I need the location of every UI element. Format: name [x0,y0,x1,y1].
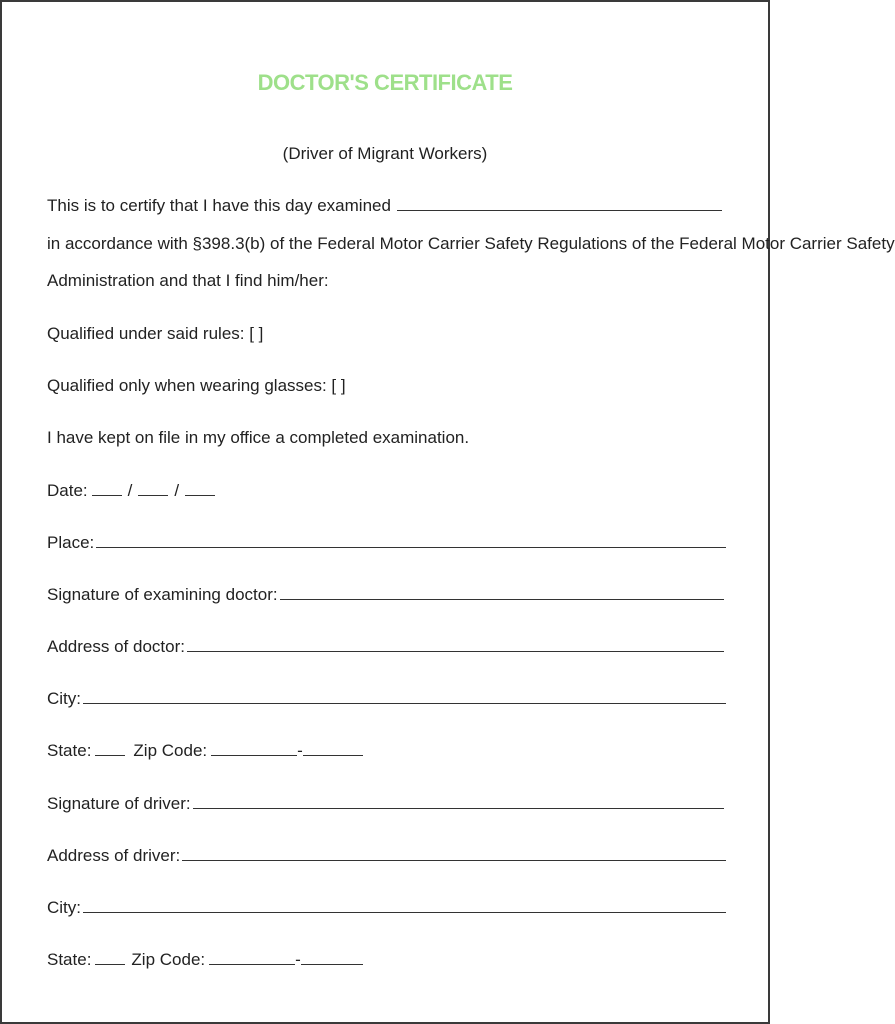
accordance-text-line-1: in accordance with §398.3(b) of the Federal Motor Carrier Safety Regulations of the Federal Motor Carrier Safety [47,234,895,253]
date-separator: / [127,481,133,500]
driver-city-label: City: [47,898,81,917]
place-field[interactable] [96,533,726,548]
date-month-field[interactable] [92,481,122,496]
driver-address-row [47,846,726,866]
place-row [47,533,726,553]
date-year-field[interactable] [185,481,215,496]
qualified-glasses-checkbox[interactable]: Qualified only when wearing glasses: [ ] [47,376,346,395]
doctor-address-label: Address of doctor: [47,637,185,656]
page-subtitle: (Driver of Migrant Workers) [282,144,488,163]
driver-signature-label: Signature of driver: [47,794,191,813]
qualified-rules-checkbox[interactable]: Qualified under said rules: [ ] [47,324,264,343]
accordance-text-line-2: Administration and that I find him/her: [47,271,329,290]
doctor-signature-label: Signature of examining doctor: [47,585,278,604]
driver-address-field[interactable] [182,846,726,861]
date-label: Date: [47,481,88,500]
driver-address-label: Address of driver: [47,846,181,865]
driver-signature-field[interactable] [193,794,724,809]
doctor-signature-field[interactable] [280,585,724,600]
driver-signature-row [47,794,724,814]
driver-city-row [47,898,726,918]
driver-state-field[interactable] [95,950,125,965]
doctor-zip-field[interactable] [211,741,297,756]
doctor-state-zip-row [47,741,363,761]
certify-text: This is to certify that I have this day examined [47,196,391,215]
driver-city-field[interactable] [83,898,726,913]
doctor-city-label: City: [47,689,81,708]
doctor-signature-row [47,585,724,605]
doctor-zip-label: Zip Code: [133,741,208,760]
doctor-zip-separator: - [297,741,303,760]
page-title: DOCTOR'S CERTIFICATE [257,70,513,95]
date-day-field[interactable] [138,481,168,496]
driver-state-zip-row [47,950,363,970]
driver-zip-label: Zip Code: [131,950,206,969]
driver-zip-field[interactable] [209,950,295,965]
doctor-city-field[interactable] [83,689,726,704]
examined-name-field[interactable] [397,196,722,211]
date-separator: / [174,481,180,500]
doctor-zip-ext-field[interactable] [303,741,363,756]
doctor-city-row [47,689,726,709]
driver-zip-separator: - [295,950,301,969]
doctor-address-field[interactable] [187,637,724,652]
doctor-state-label: State: [47,741,92,760]
place-label: Place: [47,533,95,552]
examined-row [47,196,722,216]
date-row [47,481,215,501]
kept-on-file-text: I have kept on file in my office a completed examination. [47,428,470,447]
doctor-address-row [47,637,724,657]
driver-state-label: State: [47,950,92,969]
driver-zip-ext-field[interactable] [301,950,363,965]
doctor-state-field[interactable] [95,741,125,756]
